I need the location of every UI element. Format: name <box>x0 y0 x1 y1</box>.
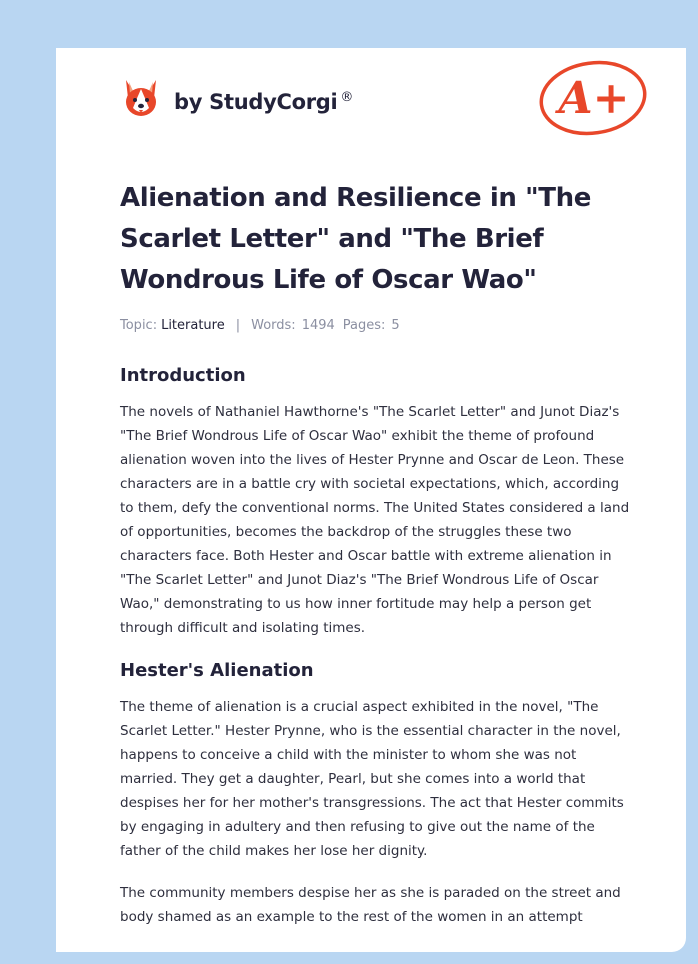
pages-label: Pages: <box>342 318 386 333</box>
corgi-icon <box>120 76 162 120</box>
brand-header[interactable] <box>120 76 353 120</box>
section-heading-introduction: Introduction <box>120 365 246 386</box>
document-meta <box>120 318 630 333</box>
section-heading-hesters-alienation: Hester's Alienation <box>120 660 314 681</box>
words-count: 1494 <box>301 318 335 333</box>
words-label: Words: <box>251 318 296 333</box>
document-page <box>56 48 686 952</box>
hesters-alienation-paragraph-2: The community members despise her as she is paraded on the street and body shamed as an example to the rest of the women in an attempt <box>120 885 621 925</box>
meta-separator: | <box>235 318 241 333</box>
document-title: Alienation and Resilience in "The Scarlet Letter" and "The Brief Wondrous Life of Oscar Wao" <box>120 183 591 295</box>
brand-name: by StudyCorgi ® <box>174 90 354 114</box>
topic-label: Topic: <box>120 318 158 333</box>
hesters-alienation-paragraph-1: The theme of alienation is a crucial aspect exhibited in the novel, "The Scarlet Letter." Hester Prynne, who is the essential character in the novel, happens to conceive a child with the minister to whom she was not married. They get a daughter, Pearl, but she comes into a world that despises her for her mother's transgressions. The act that Hester commits by engaging in adultery and then refusing to give out the name of the father of the child makes her lose her dignity. <box>120 699 624 859</box>
registered-mark: ® <box>340 90 354 105</box>
document-body <box>120 178 630 929</box>
pages-count: 5 <box>391 318 400 333</box>
grade-text: A+ <box>558 73 630 124</box>
introduction-paragraph: The novels of Nathaniel Hawthorne's "The Scarlet Letter" and Junot Diaz's "The Brief Wondrous Life of Oscar Wao" exhibit the theme of profound alienation woven into the lives of Hester Prynne and Oscar de Leon. These characters are in a battle cry with societal expectations, which, according to them, defy the conventional norms. The United States considered a land of opportunities, becomes the backdrop of the struggles these two characters face. Both Hester and Oscar battle with extreme alienation in "The Scarlet Letter" and Junot Diaz's "The Brief Wondrous Life of Oscar Wao," demonstrating to us how inner fortitude may help a person get through difficult and isolating times. <box>120 404 630 636</box>
grade-badge-icon <box>536 58 650 138</box>
topic-link[interactable]: Literature <box>161 318 225 333</box>
